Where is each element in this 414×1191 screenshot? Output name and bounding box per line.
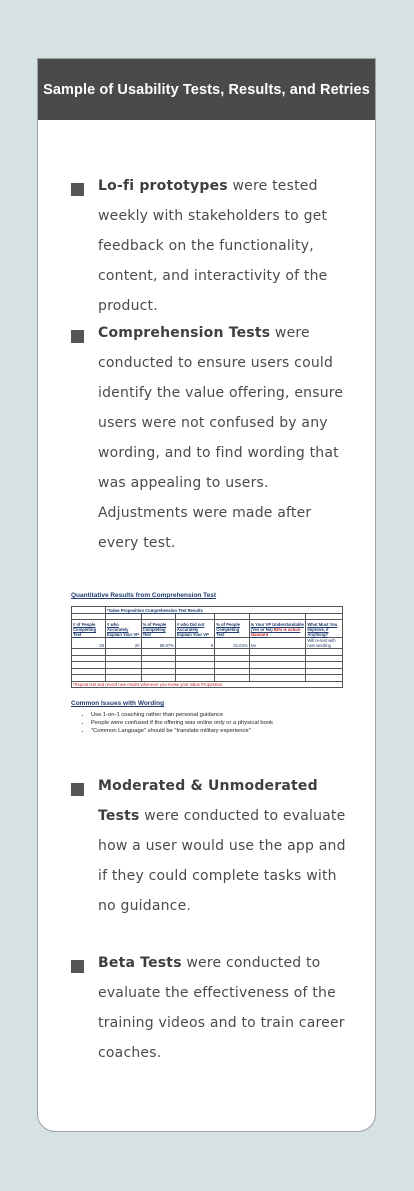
list-item: • People were confused if the offering was online only or a physical book xyxy=(91,719,343,727)
section-body: were conducted to evaluate how a user would use the app and if they could complete tasks with no guidance. xyxy=(98,808,346,914)
action-standard-note: 84% is action standard xyxy=(250,627,301,637)
section-heading: Beta Tests xyxy=(98,955,182,971)
issues-title: Common Issues with Wording xyxy=(71,700,165,707)
table-cell: 31.03% xyxy=(215,638,249,649)
square-bullet-icon xyxy=(71,783,84,796)
square-bullet-icon xyxy=(71,183,84,196)
issues-list xyxy=(71,711,343,735)
table-header: % of People Completing Test xyxy=(215,620,249,638)
card-title: Sample of Usability Tests, Results, and Retries xyxy=(43,81,370,98)
table-cell: 68.97% xyxy=(141,638,175,649)
section-text xyxy=(98,171,350,321)
results-table xyxy=(71,606,343,688)
table-header: # who Did not Accurately Explain Your VP xyxy=(175,620,214,638)
table-cell: 20 xyxy=(106,638,142,649)
report-title: Quantitative Results from Comprehension Test xyxy=(71,592,217,599)
list-item: • "Common Language" should be "translate military experience" xyxy=(91,727,343,735)
section-text xyxy=(98,948,350,1068)
section-text xyxy=(98,771,350,921)
table-cell: 9 xyxy=(175,638,214,649)
table-header: % of People Completing Test xyxy=(141,620,175,638)
table-footnote: *Repeat test and record new results whenever you revise your Value Proposition xyxy=(72,681,343,688)
usability-card xyxy=(37,58,376,1132)
section-body: were conducted to evaluate the effectiveness of the training videos and to train career coaches. xyxy=(98,955,345,1061)
table-header: Is Your VP Understandable (Yes or No) 84% is action standard xyxy=(249,620,306,638)
table-cell: No xyxy=(249,638,306,649)
square-bullet-icon xyxy=(71,330,84,343)
section-body: were tested weekly with stakeholders to get feedback on the functionality, content, and interactivity of the product. xyxy=(98,178,328,314)
section-heading: Comprehension Tests xyxy=(98,325,271,341)
card-header xyxy=(38,59,375,120)
section-body: were conducted to ensure users could identify the value offering, ensure users were not confused by any wording, and to find wording that was appealing to users. Adjustments were made after every test. xyxy=(98,325,344,551)
table-title: *Value Proposition Comprehension Test Results xyxy=(106,607,343,614)
table-cell: 29 xyxy=(72,638,106,649)
table-cell: Will re-test with new wording xyxy=(306,638,343,649)
section-heading: Moderated & Unmoderated Tests xyxy=(98,778,318,824)
table-header: # of People Completing Test xyxy=(72,620,106,638)
square-bullet-icon xyxy=(71,960,84,973)
table-header: What Must You Improve, if Anything? xyxy=(306,620,343,638)
table-header-row xyxy=(72,620,343,638)
comprehension-report-image xyxy=(71,592,343,735)
list-item: • Use 1-on-1 coaching rather than personal guidance xyxy=(91,711,343,719)
table-row xyxy=(72,638,343,649)
table-header: # who Accurately Explain Your VP xyxy=(106,620,142,638)
section-heading: Lo-fi prototypes xyxy=(98,178,228,194)
section-text xyxy=(98,318,350,558)
